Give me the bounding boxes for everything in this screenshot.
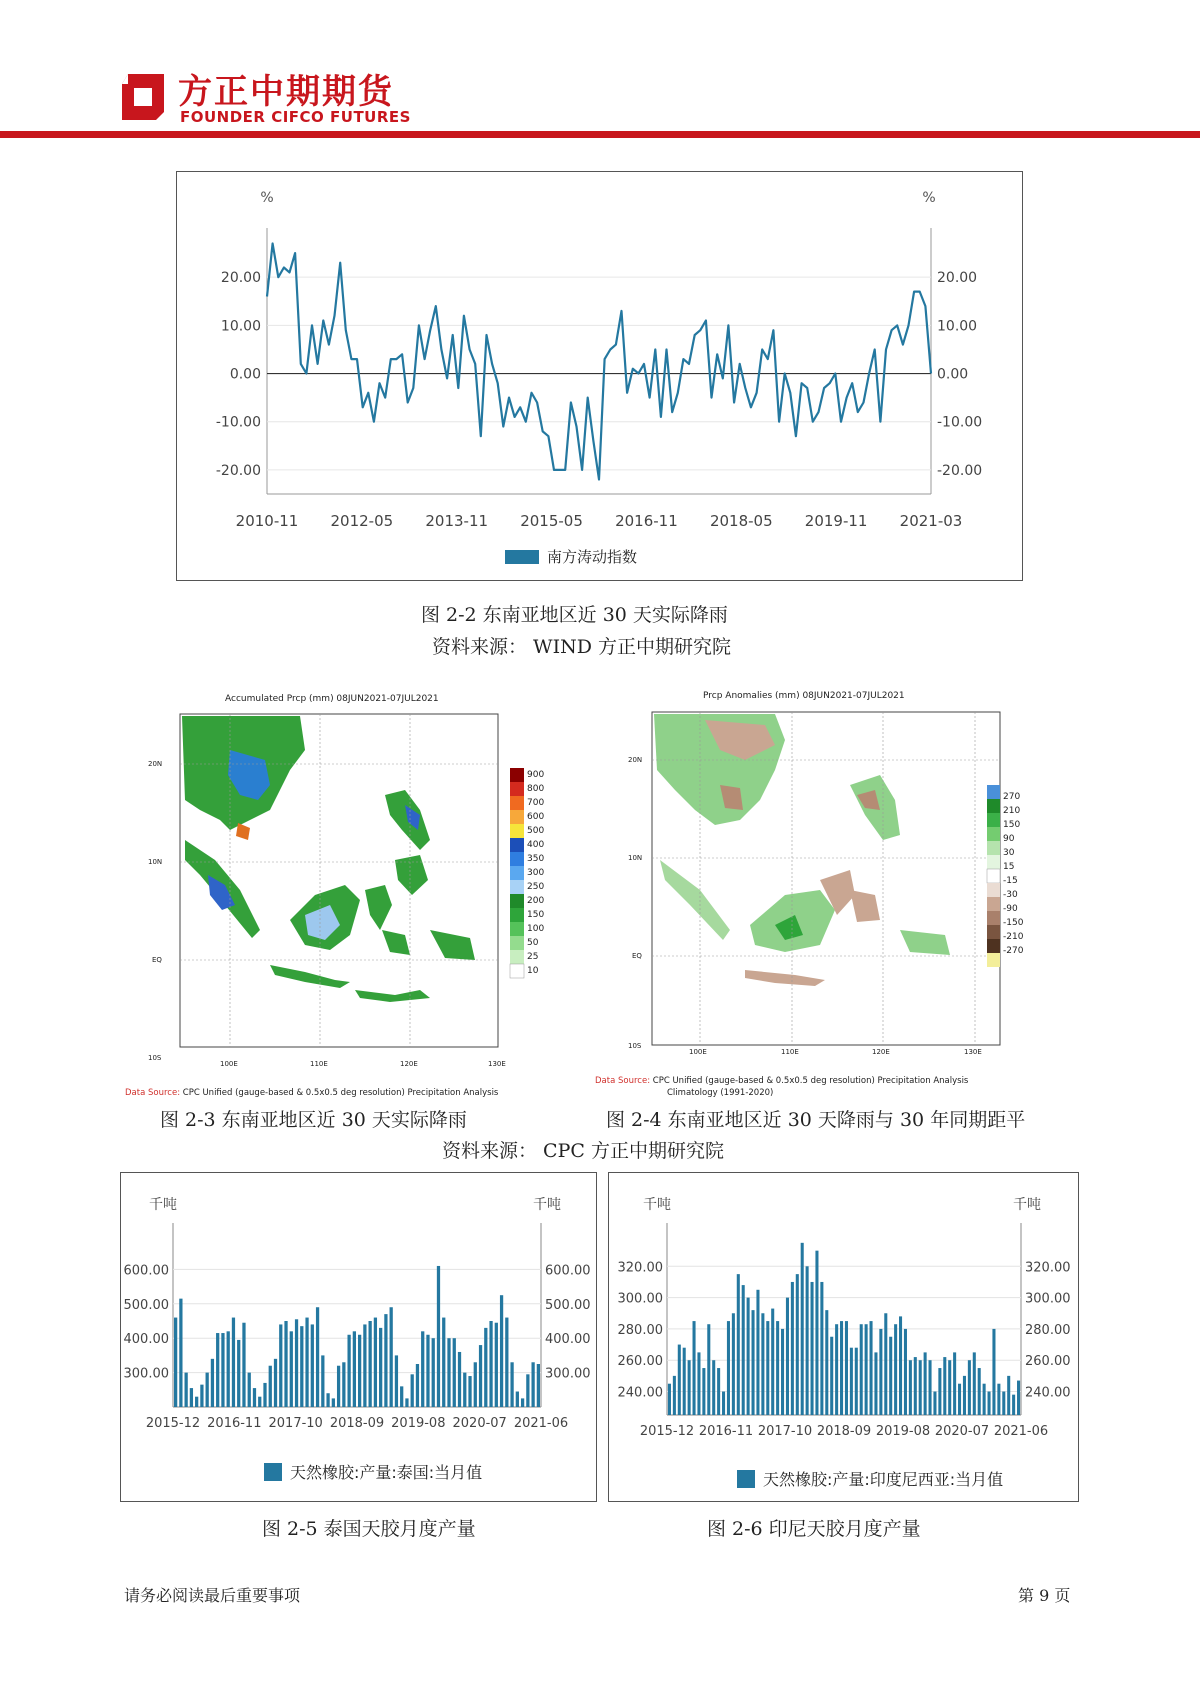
x-tick-label: 2017-10 <box>268 1416 323 1431</box>
bar <box>1012 1395 1015 1415</box>
scale-label: 30 <box>1003 848 1015 858</box>
bar <box>712 1360 715 1415</box>
bar <box>216 1333 219 1407</box>
lat-label-20n: 20N <box>148 760 163 768</box>
bar <box>495 1323 498 1407</box>
bar <box>702 1368 705 1415</box>
thailand-chart-frame <box>120 1172 597 1502</box>
precip-color-scale <box>510 768 524 978</box>
precip-map-panel <box>130 690 610 1100</box>
soi-legend-label: 南方涛动指数 <box>547 548 638 566</box>
scale-label: 90 <box>1003 834 1015 844</box>
scale-label: 50 <box>527 938 539 948</box>
bar <box>463 1373 466 1407</box>
bar <box>815 1251 818 1415</box>
bar <box>761 1313 764 1415</box>
unit-right: 千吨 <box>1013 1197 1041 1213</box>
y-tick-right: 280.00 <box>1025 1322 1071 1338</box>
bar <box>693 1321 696 1415</box>
soi-y-tick-left: 10.00 <box>220 318 261 335</box>
bar <box>673 1376 676 1415</box>
y-tick-right: 320.00 <box>1025 1260 1071 1276</box>
bar <box>697 1352 700 1415</box>
lat-label-eq: EQ <box>632 952 642 960</box>
indonesia-bar-chart <box>609 1173 1077 1448</box>
x-tick-label: 2017-10 <box>757 1424 813 1439</box>
lon-label-120e: 120E <box>872 1048 890 1056</box>
lat-label-10s: 10S <box>628 1042 642 1050</box>
bar <box>505 1318 508 1407</box>
bar <box>791 1282 794 1415</box>
bar <box>752 1310 755 1415</box>
bar <box>274 1359 277 1407</box>
y-tick-left: 600.00 <box>123 1263 169 1279</box>
bar <box>688 1360 691 1415</box>
bar <box>200 1385 203 1407</box>
scale-label: 600 <box>527 812 545 822</box>
bar <box>474 1362 477 1407</box>
lat-label-20n: 20N <box>628 756 643 764</box>
footer-disclaimer: 请务必阅读最后重要事项 <box>124 1586 301 1605</box>
company-logo <box>114 70 170 126</box>
soi-series-line <box>267 244 931 480</box>
scale-label: 150 <box>1003 820 1021 830</box>
bar <box>358 1335 361 1407</box>
bar <box>933 1392 936 1415</box>
bar <box>1002 1392 1005 1415</box>
lon-label-130e: 130E <box>964 1048 982 1056</box>
bar <box>737 1274 740 1415</box>
y-tick-right: 500.00 <box>545 1297 591 1313</box>
y-tick-right: 240.00 <box>1025 1385 1071 1401</box>
bar <box>938 1368 941 1415</box>
figure-2-3-caption: 图 2-3 东南亚地区近 30 天实际降雨 <box>160 1109 467 1131</box>
bar <box>924 1352 927 1415</box>
lat-label-eq: EQ <box>152 956 162 964</box>
bar <box>395 1355 398 1407</box>
bar <box>190 1388 193 1407</box>
bar <box>678 1345 681 1415</box>
bar <box>968 1360 971 1415</box>
bar <box>963 1376 966 1415</box>
x-tick-label: 2021-06 <box>513 1416 569 1431</box>
lon-label-110e: 110E <box>310 1060 328 1068</box>
bar <box>771 1309 774 1415</box>
soi-x-tick-label: 2015-05 <box>520 512 583 530</box>
scale-label: 400 <box>527 840 545 850</box>
bar <box>781 1329 784 1415</box>
scale-label: 350 <box>527 854 545 864</box>
bar <box>909 1360 912 1415</box>
scale-label: 900 <box>527 770 545 780</box>
bar <box>732 1313 735 1415</box>
scale-label: 150 <box>527 910 545 920</box>
bar <box>717 1368 720 1415</box>
bar <box>889 1337 892 1415</box>
bar <box>353 1331 356 1407</box>
thailand-legend-swatch <box>264 1463 282 1481</box>
bar <box>300 1326 303 1407</box>
x-tick-label: 2020-07 <box>452 1416 507 1431</box>
scale-label: 100 <box>527 924 545 934</box>
bar <box>468 1376 471 1407</box>
figure-2-3-data-source <box>125 1088 498 1098</box>
bar <box>258 1397 261 1407</box>
soi-line-chart <box>177 172 1021 512</box>
bar <box>242 1323 245 1407</box>
bar <box>400 1386 403 1407</box>
scale-label: 300 <box>527 868 545 878</box>
bar <box>263 1383 266 1407</box>
bar <box>707 1324 710 1415</box>
bar <box>411 1374 414 1407</box>
soi-x-tick-label: 2018-05 <box>709 512 773 530</box>
lat-label-10n: 10N <box>148 858 163 866</box>
bar <box>437 1266 440 1407</box>
bar <box>801 1243 804 1415</box>
bar <box>510 1362 513 1407</box>
bar <box>796 1274 799 1415</box>
thailand-bar-chart <box>121 1173 595 1443</box>
x-tick-label: 2015-12 <box>145 1416 201 1431</box>
bar <box>453 1338 456 1407</box>
bar <box>820 1282 823 1415</box>
soi-x-tick-label: 2021-03 <box>899 512 963 530</box>
bar <box>374 1318 377 1407</box>
bar <box>537 1364 540 1407</box>
bar <box>914 1357 917 1415</box>
bar <box>830 1337 833 1415</box>
bar <box>919 1360 922 1415</box>
bar <box>899 1316 902 1415</box>
bar <box>237 1340 240 1407</box>
bar <box>321 1355 324 1407</box>
scale-label: 200 <box>527 896 545 906</box>
scale-label: 210 <box>1003 806 1021 816</box>
y-tick-left: 280.00 <box>617 1322 663 1338</box>
y-tick-left: 240.00 <box>617 1385 663 1401</box>
bar <box>526 1374 529 1407</box>
soi-y-tick-right: -20.00 <box>937 462 983 479</box>
bar <box>786 1298 789 1415</box>
bar <box>727 1321 730 1415</box>
scale-label: 270 <box>1003 792 1021 802</box>
soi-y-tick-right: 20.00 <box>937 270 978 287</box>
bar <box>500 1295 503 1407</box>
data-source-label: Data Source: <box>595 1076 651 1086</box>
thailand-legend-label: 天然橡胶:产量:泰国:当月值 <box>290 1463 483 1482</box>
y-tick-right: 300.00 <box>545 1366 591 1382</box>
soi-x-tick-label: 2010-11 <box>235 512 299 530</box>
data-source-text: CPC Unified (gauge-based & 0.5x0.5 deg resolution) Precipitation Analysis <box>652 1076 969 1086</box>
anomaly-map-panel <box>625 690 1085 1100</box>
bar <box>447 1338 450 1407</box>
bar <box>489 1321 492 1407</box>
bar <box>442 1318 445 1407</box>
soi-y-tick-left: -10.00 <box>215 414 261 431</box>
bar <box>904 1329 907 1415</box>
scale-label: -270 <box>1003 946 1024 956</box>
bar <box>405 1398 408 1407</box>
y-tick-left: 260.00 <box>617 1354 663 1370</box>
bar <box>766 1321 769 1415</box>
bar <box>894 1324 897 1415</box>
bar <box>865 1324 868 1415</box>
bar <box>683 1348 686 1415</box>
scale-label: 15 <box>1003 862 1015 872</box>
soi-y-tick-left: 0.00 <box>229 366 261 383</box>
unit-left: 千吨 <box>149 1197 177 1213</box>
soi-y-tick-right: 0.00 <box>937 366 969 383</box>
bar <box>211 1359 214 1407</box>
lon-label-100e: 100E <box>689 1048 707 1056</box>
soi-unit-left: % <box>260 190 274 206</box>
bar <box>860 1324 863 1415</box>
soi-x-tick-label: 2019-11 <box>804 512 868 530</box>
bar <box>311 1324 314 1407</box>
scale-label: -15 <box>1003 876 1018 886</box>
soi-y-tick-left: 20.00 <box>220 270 261 287</box>
bar <box>943 1357 946 1415</box>
bar <box>416 1364 419 1407</box>
figure-2-5-caption: 图 2-5 泰国天胶月度产量 <box>262 1518 476 1540</box>
lon-label-110e: 110E <box>781 1048 799 1056</box>
bar <box>825 1310 828 1415</box>
anomaly-map-title: Prcp Anomalies (mm) 08JUN2021-07JUL2021 <box>703 691 905 701</box>
anomaly-color-scale <box>987 785 1000 967</box>
bar <box>384 1314 387 1407</box>
bar <box>484 1328 487 1407</box>
bar <box>973 1352 976 1415</box>
bar <box>174 1318 177 1407</box>
indonesia-chart-frame <box>608 1172 1079 1502</box>
soi-y-tick-left: -20.00 <box>215 462 261 479</box>
bar <box>747 1298 750 1415</box>
x-tick-label: 2018-09 <box>329 1416 385 1431</box>
unit-left: 千吨 <box>643 1197 671 1213</box>
bar <box>756 1290 759 1415</box>
bar <box>227 1331 230 1407</box>
indonesia-legend-label: 天然橡胶:产量:印度尼西亚:当月值 <box>763 1470 1004 1489</box>
brand-name-cn: 方正中期期货 <box>178 72 394 112</box>
bar <box>347 1335 350 1407</box>
soi-x-tick-label: 2016-11 <box>615 512 678 530</box>
data-source-label: Data Source: <box>125 1088 181 1098</box>
y-tick-right: 600.00 <box>545 1263 591 1279</box>
bar <box>835 1324 838 1415</box>
lat-label-10s: 10S <box>148 1054 162 1062</box>
bar <box>232 1318 235 1407</box>
bar <box>874 1352 877 1415</box>
bar <box>337 1366 340 1407</box>
scale-label: 500 <box>527 826 545 836</box>
bar <box>978 1368 981 1415</box>
x-tick-label: 2018-09 <box>816 1424 872 1439</box>
data-source-text: CPC Unified (gauge-based & 0.5x0.5 deg resolution) Precipitation Analysis <box>182 1088 499 1098</box>
lon-label-100e: 100E <box>220 1060 238 1068</box>
bar <box>521 1398 524 1407</box>
precip-map-title: Accumulated Prcp (mm) 08JUN2021-07JUL2021 <box>225 694 439 704</box>
bar <box>855 1348 858 1415</box>
scale-label: -210 <box>1003 932 1024 942</box>
bar <box>516 1392 519 1407</box>
bar <box>948 1360 951 1415</box>
brand-name-en: FOUNDER CIFCO FUTURES <box>180 108 411 126</box>
y-tick-left: 300.00 <box>617 1291 663 1307</box>
bar <box>958 1384 961 1415</box>
y-tick-left: 320.00 <box>617 1260 663 1276</box>
lon-label-130e: 130E <box>488 1060 506 1068</box>
figure-2-6-caption: 图 2-6 印尼天胶月度产量 <box>707 1518 921 1540</box>
bar <box>342 1362 345 1407</box>
bar <box>806 1266 809 1415</box>
x-tick-label: 2016-11 <box>698 1424 754 1439</box>
bar <box>195 1397 198 1407</box>
bar <box>206 1373 209 1407</box>
y-tick-right: 400.00 <box>545 1332 591 1348</box>
bar <box>305 1318 308 1407</box>
header-divider <box>0 131 1200 138</box>
bar <box>811 1282 814 1415</box>
scale-label: 10 <box>527 966 539 976</box>
bar <box>953 1352 956 1415</box>
bar <box>426 1335 429 1407</box>
figure-2-2-caption: 图 2-2 东南亚地区近 30 天实际降雨 <box>421 604 728 626</box>
bar <box>479 1345 482 1407</box>
soi-y-tick-right: -10.00 <box>937 414 983 431</box>
soi-chart-frame <box>176 171 1023 581</box>
bar <box>884 1313 887 1415</box>
soi-legend-swatch <box>505 550 539 564</box>
bar <box>185 1373 188 1407</box>
y-tick-left: 300.00 <box>123 1366 169 1382</box>
scale-label: -90 <box>1003 904 1018 914</box>
bar <box>390 1307 393 1407</box>
bar <box>997 1384 1000 1415</box>
bar <box>279 1324 282 1407</box>
x-tick-label: 2016-11 <box>207 1416 262 1431</box>
bar <box>284 1321 287 1407</box>
bar <box>1017 1381 1020 1415</box>
soi-x-tick-label: 2013-11 <box>425 512 489 530</box>
soi-legend <box>505 546 637 567</box>
bar <box>722 1392 725 1415</box>
thailand-legend <box>264 1460 482 1483</box>
bar <box>248 1373 251 1407</box>
bar <box>879 1329 882 1415</box>
y-tick-right: 300.00 <box>1025 1291 1071 1307</box>
y-tick-left: 500.00 <box>123 1297 169 1313</box>
bar <box>845 1321 848 1415</box>
x-tick-label: 2021-06 <box>993 1424 1049 1439</box>
x-tick-label: 2019-08 <box>875 1424 931 1439</box>
y-tick-right: 260.00 <box>1025 1354 1071 1370</box>
bar <box>1007 1376 1010 1415</box>
page-number: 第 9 页 <box>1018 1586 1071 1605</box>
scale-label: 700 <box>527 798 545 808</box>
bar <box>179 1299 182 1407</box>
bar <box>326 1393 329 1407</box>
soi-unit-right: % <box>922 190 936 206</box>
bar <box>531 1362 534 1407</box>
unit-right: 千吨 <box>533 1197 561 1213</box>
bar <box>432 1338 435 1407</box>
bar <box>988 1392 991 1415</box>
x-tick-label: 2020-07 <box>934 1424 990 1439</box>
bar <box>269 1366 272 1407</box>
bar <box>870 1321 873 1415</box>
bar <box>316 1307 319 1407</box>
bar <box>776 1321 779 1415</box>
figure-2-2-source: 资料来源： WIND 方正中期研究院 <box>432 636 731 658</box>
bar <box>253 1388 256 1407</box>
indonesia-legend <box>737 1467 1003 1490</box>
bar <box>668 1384 671 1415</box>
scale-label: 25 <box>527 952 539 962</box>
bar <box>840 1321 843 1415</box>
bar <box>332 1398 335 1407</box>
bar <box>290 1331 293 1407</box>
soi-y-tick-right: 10.00 <box>937 318 978 335</box>
bar <box>221 1333 224 1407</box>
soi-x-tick-label: 2012-05 <box>330 512 394 530</box>
lat-label-10n: 10N <box>628 854 643 862</box>
scale-label: -30 <box>1003 890 1018 900</box>
bar <box>421 1331 424 1407</box>
scale-label: 800 <box>527 784 545 794</box>
bar <box>992 1329 995 1415</box>
x-tick-label: 2015-12 <box>639 1424 695 1439</box>
figure-2-4-caption: 图 2-4 东南亚地区近 30 天降雨与 30 年同期距平 <box>606 1109 1026 1131</box>
bar <box>929 1360 932 1415</box>
figure-2-4-data-source <box>595 1075 968 1099</box>
bar <box>379 1328 382 1407</box>
scale-label: 250 <box>527 882 545 892</box>
bar <box>458 1352 461 1407</box>
bar <box>742 1285 745 1415</box>
scale-label: -150 <box>1003 918 1024 928</box>
x-tick-label: 2019-08 <box>391 1416 446 1431</box>
bar <box>369 1321 372 1407</box>
bar <box>295 1319 298 1407</box>
indonesia-legend-swatch <box>737 1470 755 1488</box>
shared-source: 资料来源： CPC 方正中期研究院 <box>442 1140 724 1162</box>
bar <box>363 1324 366 1407</box>
bar <box>850 1348 853 1415</box>
climatology-text: Climatology (1991-2020) <box>667 1088 774 1098</box>
bar <box>983 1384 986 1415</box>
lon-label-120e: 120E <box>400 1060 418 1068</box>
y-tick-left: 400.00 <box>123 1332 169 1348</box>
precip-map <box>130 690 610 1100</box>
